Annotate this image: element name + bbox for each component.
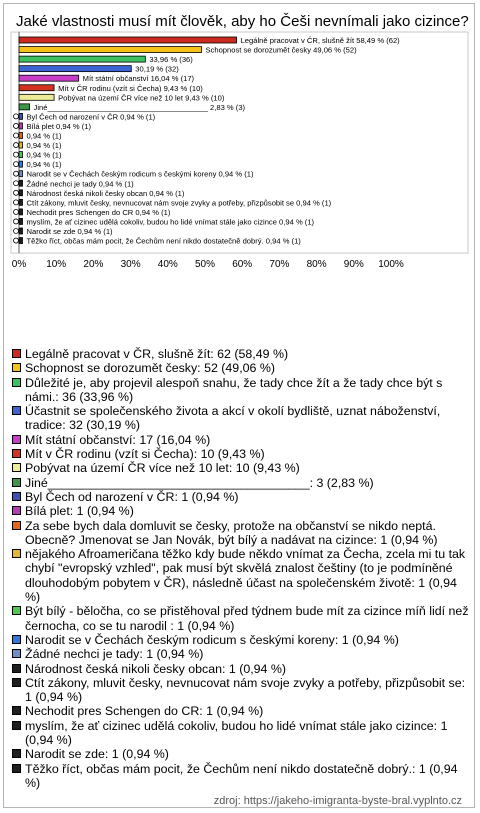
bar [19, 133, 22, 139]
legend-label: Narodit se v Čechách českým rodicum s českými koreny: 1 (0,94 %) [25, 632, 399, 647]
legend-swatch [12, 749, 21, 758]
bar [19, 75, 79, 81]
legend-swatch [12, 606, 21, 615]
bar [19, 171, 22, 177]
legend-swatch [12, 721, 21, 730]
bar-label: 30,19 % (32) [135, 64, 179, 74]
legend-swatch [12, 649, 21, 658]
bar [19, 180, 22, 186]
bar-marker [14, 229, 19, 234]
x-tick-label: 100% [378, 259, 404, 271]
bar-marker [14, 114, 19, 119]
source-text: zdroj: https://jakeho-imigranta-byste-bral.vyplnto.cz [213, 795, 462, 807]
bar [19, 209, 22, 215]
x-tick-label: 60% [232, 259, 253, 271]
legend-swatch [12, 549, 21, 558]
legend-label: Byl Čech od narození v ČR: 1 (0,94 %) [25, 489, 239, 504]
legend-swatch [12, 406, 21, 415]
bar-marker [14, 171, 19, 176]
legend-item [11, 762, 475, 791]
bar [19, 94, 54, 100]
legend-item [11, 361, 475, 375]
legend-swatch [12, 378, 21, 387]
legend-item [11, 490, 475, 504]
legend-label: Bílá plet: 1 (0,94 %) [25, 504, 134, 519]
bar-marker [14, 133, 19, 138]
legend-label: Schopnost se dorozumět česky: 52 (49,06 %) [25, 361, 276, 376]
bar-marker [14, 209, 19, 214]
legend-item [11, 476, 475, 490]
bar-label: 0,94 % (1) [26, 131, 62, 141]
legend-swatch [12, 478, 21, 487]
legend-label: Pobývat na území ČR více než 10 let: 10 (9,43 %) [25, 461, 300, 476]
legend-swatch [12, 349, 21, 358]
bar [19, 199, 22, 205]
legend-label: Být bílý - běločha, co se přistěhoval před týdnem bude mít za cizince míň lidí než černocha, co se tu narodil : 1 (0,94 %) [25, 604, 469, 633]
bar-label: Jiné______________________________________ 2,83 % (3) [33, 102, 246, 112]
bar-label: Bílá plet 0,94 % (1) [26, 121, 92, 131]
bar-label: Narodit se zde 0,94 % (1) [26, 227, 113, 236]
legend-item [11, 447, 475, 461]
bar-label: 33,96 % (36) [149, 55, 193, 65]
legend-item [11, 404, 475, 433]
bar [19, 47, 202, 53]
legend-item [11, 662, 475, 676]
legend-item [11, 504, 475, 518]
bar-marker [14, 200, 19, 205]
bar-label: Pobývat na území ČR více než 10 let 9,43 % (10) [58, 93, 225, 103]
legend-swatch [12, 463, 21, 472]
chart-legend [11, 347, 475, 790]
legend-label: Důležité je, aby projevil alespoň snahu, že tady chce žít a že tady chce být s námi.: 36 (33,96 %) [25, 375, 443, 404]
legend-swatch [12, 706, 21, 715]
legend-label: nějakého Afroameričana těžko kdy bude někdo vnímat za Čecha, zcela mi tu tak chybí "evropský vzhled", pak musí být skvělá znalost češtiny (to je podmíněné dlouhodobým pobytem v ČR), následně účast na společenském životě: 1 (0,94 %) [25, 547, 466, 605]
bar [19, 123, 22, 129]
legend-label: Legálně pracovat v ČR, slušně žít: 62 (58,49 %) [25, 347, 289, 361]
bar-label: Ctít zákony, mluvit česky, nevnucovat nám svoje zvyky a potřeby, přizpůsobit se 0,94 % (1) [26, 198, 332, 208]
bar-label: Byl Čech od narození v ČR 0,94 % (1) [26, 112, 156, 122]
bar-marker [14, 152, 19, 157]
legend-item [11, 704, 475, 718]
bar-marker [14, 162, 19, 167]
legend-label: Těžko říct, občas mám pocit, že Čechům není nikdo dostatečně dobrý.: 1 (0,94 %) [25, 761, 458, 790]
legend-swatch [12, 363, 21, 372]
bar-label: Mít státní občanství 16,04 % (17) [82, 74, 195, 84]
legend-item [11, 747, 475, 761]
chart-title: Jaké vlastnosti musí mít člověk, aby ho Češi nevnímali jako cizince? [16, 13, 469, 30]
legend-swatch [12, 492, 21, 501]
legend-item [11, 633, 475, 647]
chart-frame [3, 3, 475, 808]
x-tick-label: 30% [120, 259, 141, 271]
bar-label: Schopnost se dorozumět česky 49,06 % (52) [205, 45, 357, 55]
legend-item [11, 604, 475, 633]
bar [19, 161, 22, 167]
legend-label: Národnost česká nikoli česky obcan: 1 (0,94 %) [25, 661, 287, 676]
legend-label: Mít státní občanství: 17 (16,04 %) [25, 432, 211, 447]
bar-label: 0,94 % (1) [26, 150, 62, 160]
legend-label: Jiné______________________________________: 3 (2,83 %) [25, 475, 374, 490]
bar [19, 152, 22, 158]
x-tick-label: 80% [306, 259, 327, 271]
bar [19, 113, 22, 119]
legend-label: Narodit se zde: 1 (0,94 %) [25, 747, 169, 762]
legend-item [11, 461, 475, 475]
bar [19, 85, 54, 91]
legend-item [11, 676, 475, 705]
x-tick-label: 50% [194, 259, 216, 271]
legend-item [11, 347, 475, 361]
bar-marker [14, 190, 19, 195]
x-tick-label: 20% [83, 259, 104, 271]
legend-swatch [12, 764, 21, 773]
legend-item [11, 376, 475, 405]
legend-item [11, 547, 475, 604]
legend-swatch [12, 678, 21, 687]
legend-label: Účastnit se společenského života a akcí v okolí bydliště, uznat náboženství, tradice: 32 (30,19 %) [25, 404, 441, 433]
legend-label: Ctít zákony, mluvit česky, nevnucovat nám svoje zvyky a potřeby, přizpůsobit se: 1 (0,94 %) [25, 675, 466, 705]
bar [19, 190, 22, 196]
bar-label: myslím, že ať cizinec udělá cokoliv, budou ho lidé vnímat stále jako cizince 0,94 % (1) [26, 217, 315, 227]
legend-item [11, 647, 475, 661]
bar [19, 238, 22, 244]
bar-marker [14, 123, 19, 128]
legend-label: Za sebe bych dala domluvit se česky, protože na občanství se nikdo neptá. Obecně? Jmenovat se Jan Novák, být bílý a nadávat na cizince: 1 (0,94 %) [25, 518, 438, 547]
legend-swatch [12, 506, 21, 515]
bar-label: Žádné nechci je tady 0,94 % (1) [26, 179, 134, 189]
bar-label: Mít v ČR rodinu (vzít si Čecha) 9,43 % (10) [58, 83, 203, 93]
bar-label: Legálně pracovat v ČR, slušně žít 58,49 % (62) [240, 36, 400, 45]
legend-swatch [12, 664, 21, 673]
legend-label: myslím, že ať cizinec udělá cokoliv, budou ho lidé vnímat stále jako cizince: 1 (0,94 %) [25, 718, 448, 748]
bar-marker [14, 238, 19, 243]
legend-item [11, 433, 475, 447]
bar [19, 142, 22, 148]
bar [19, 228, 22, 234]
x-tick-label: 70% [269, 259, 290, 271]
legend-label: Nechodit pres Schengen do CR: 1 (0,94 %) [25, 704, 264, 719]
legend-swatch [12, 521, 21, 530]
legend-swatch [12, 435, 21, 444]
bar-label: Nechodit pres Schengen do CR 0,94 % (1) [26, 207, 171, 217]
bar [19, 104, 30, 110]
bar [19, 66, 131, 72]
x-tick-label: 10% [46, 259, 67, 271]
bar [19, 56, 145, 62]
bar-label: Těžko říct, občas mám pocit, že Čechům není nikdo dostatečně dobrý. 0,94 % (1) [26, 236, 301, 246]
bar-label: 0,94 % (1) [26, 160, 62, 170]
bar [19, 37, 237, 43]
x-tick-label: 90% [343, 259, 364, 271]
legend-label: Mít v ČR rodinu (vzít si Čecha): 10 (9,43 %) [25, 447, 265, 462]
bar-marker [14, 143, 19, 148]
bar-marker [14, 219, 19, 224]
legend-label: Žádné nechci je tady: 1 (0,94 %) [25, 647, 204, 662]
legend-item [11, 719, 475, 748]
legend-swatch [12, 635, 21, 644]
bar-label: 0,94 % (1) [26, 141, 62, 151]
bar-chart [4, 4, 476, 344]
x-tick-label: 40% [157, 259, 178, 271]
bar [19, 218, 22, 224]
x-tick-label: 0% [11, 259, 27, 271]
bar-marker [14, 181, 19, 186]
bar-label: Narodit se v Čechách českým rodicum s českými koreny 0,94 % (1) [26, 169, 254, 179]
legend-swatch [12, 449, 21, 458]
bar-label: Národnost česká nikoli česky obcan 0,94 % (1) [26, 188, 185, 198]
legend-item [11, 519, 475, 548]
